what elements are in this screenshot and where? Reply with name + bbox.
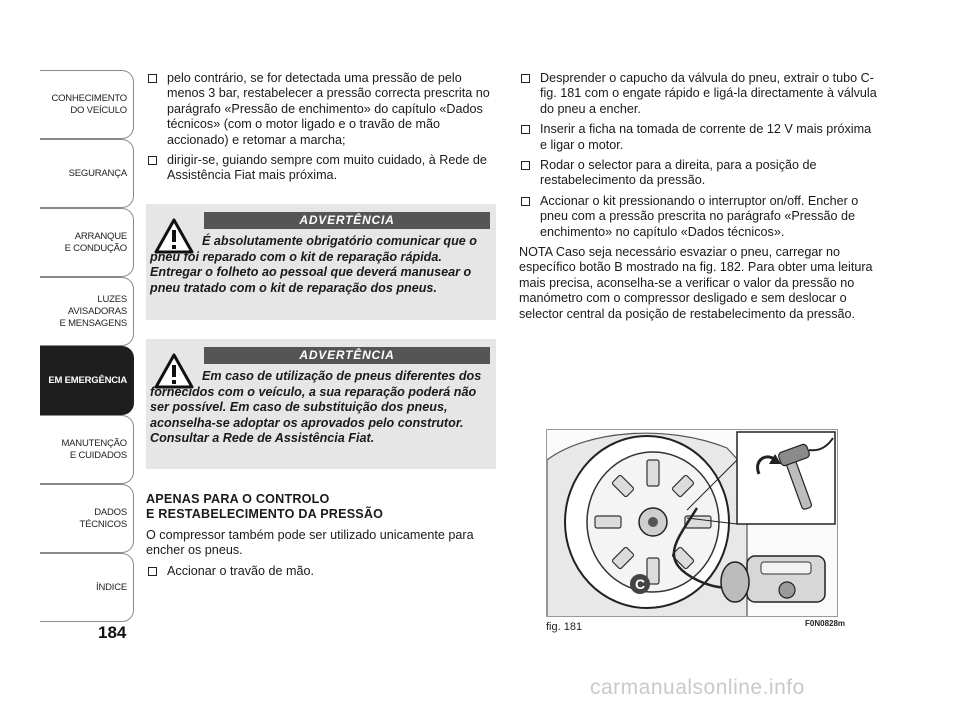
- checkbox-bullet-icon: [148, 567, 157, 576]
- tab-conhecimento-do-veiculo[interactable]: [40, 70, 134, 139]
- note-text: NOTA Caso seja necessário esvaziar o pneu, carregar no específico botão B mostrado na fig. 182. Para obter uma leitura mais precisa, aconselha-se a verificar o valor da pressão no manómetro com o compressor desligado e sem deslocar o selector central da posição de restabelecimento da pressão.: [519, 245, 873, 321]
- warning-box: [146, 339, 496, 469]
- tab-label: DADOS TÉCNICOS: [79, 506, 127, 530]
- figure-caption: fig. 181: [546, 621, 583, 633]
- left-column-section: [146, 492, 496, 584]
- list-item: Desprender o capucho da válvula do pneu, extrair o tubo C-fig. 181 com o engate rápido e ligá-la directamente à válvula do pneu a encher.: [519, 71, 879, 117]
- checkbox-bullet-icon: [148, 156, 157, 165]
- tab-seguranca[interactable]: [40, 139, 134, 208]
- list-item: Inserir a ficha na tomada de corrente de 12 V mais próxima e ligar o motor.: [519, 122, 879, 153]
- checkbox-bullet-icon: [521, 161, 530, 170]
- tab-arranque-e-conducao[interactable]: [40, 208, 134, 277]
- warning-text: É absolutamente obrigatório comunicar que o pneu foi reparado com o kit de reparação rápida. Entregar o folheto ao pessoal que deverá manusear o pneu tratado com o kit de reparação dos pneus.: [150, 234, 478, 295]
- tab-label: EM EMERGÊNCIA: [48, 374, 127, 386]
- chapter-tabs: [40, 70, 134, 622]
- figure-code: F0N0828m: [805, 619, 846, 628]
- list-item: Accionar o travão de mão.: [146, 564, 496, 579]
- tab-em-emergencia[interactable]: [40, 346, 134, 415]
- list-item: Accionar o kit pressionando o interruptor on/off. Encher o pneu com a pressão prescrita no parágrafo «Pressão de enchimento» no capítulo «Dados técnicos».: [519, 194, 879, 240]
- tab-label: SEGURANÇA: [68, 167, 127, 179]
- figure-tyre-compressor: [546, 429, 838, 617]
- list-item: pelo contrário, se for detectada uma pressão de pelo menos 3 bar, restabelecer a pressão correcta prescrita no parágrafo «Pressão de enchimento» do capítulo «Dados técnicos» (com o motor ligado e o travão de mão accionado) e retomar a marcha;: [146, 71, 496, 148]
- tab-indice[interactable]: [40, 553, 134, 622]
- checkbox-bullet-icon: [521, 197, 530, 206]
- warning-heading: ADVERTÊNCIA: [204, 347, 490, 364]
- tab-manutencao-e-cuidados[interactable]: [40, 415, 134, 484]
- checkbox-bullet-icon: [521, 125, 530, 134]
- left-column-top: [146, 71, 496, 189]
- tab-label: MANUTENÇÃO E CUIDADOS: [61, 437, 127, 461]
- watermark: carmanualsonline.info: [590, 676, 805, 699]
- page-number: 184: [98, 623, 127, 642]
- tab-label: CONHECIMENTO DO VEÍCULO: [51, 92, 127, 116]
- list-item: dirigir-se, guiando sempre com muito cuidado, à Rede de Assistência Fiat mais próxima.: [146, 153, 496, 184]
- warning-text: Em caso de utilização de pneus diferentes dos fornecidos com o veículo, a sua reparação poderá não ser possível. Em caso de substituição dos pneus, aconselha-se adoptar os aprovados pelo construtor. Consultar a Rede de Assistência Fiat.: [150, 369, 482, 446]
- tyre-compressor-illustration: [547, 430, 838, 617]
- warning-heading: ADVERTÊNCIA: [204, 212, 490, 229]
- checkbox-bullet-icon: [148, 74, 157, 83]
- tab-label: ARRANQUE E CONDUÇÃO: [64, 230, 127, 254]
- tab-luzes-avisadoras[interactable]: [40, 277, 134, 346]
- tab-label: LUZES AVISADORAS E MENSAGENS: [59, 293, 127, 329]
- tab-dados-tecnicos[interactable]: [40, 484, 134, 553]
- tab-label: ÍNDICE: [96, 581, 127, 593]
- section-text: O compressor também pode ser utilizado unicamente para encher os pneus.: [146, 528, 474, 558]
- callout-label-c: C: [634, 576, 646, 592]
- checkbox-bullet-icon: [521, 74, 530, 83]
- right-column: [519, 71, 879, 327]
- section-title: APENAS PARA O CONTROLO E RESTABELECIMENTO DA PRESSÃO: [146, 492, 384, 521]
- list-item: Rodar o selector para a direita, para a posição de restabelecimento da pressão.: [519, 158, 879, 189]
- warning-box: [146, 204, 496, 320]
